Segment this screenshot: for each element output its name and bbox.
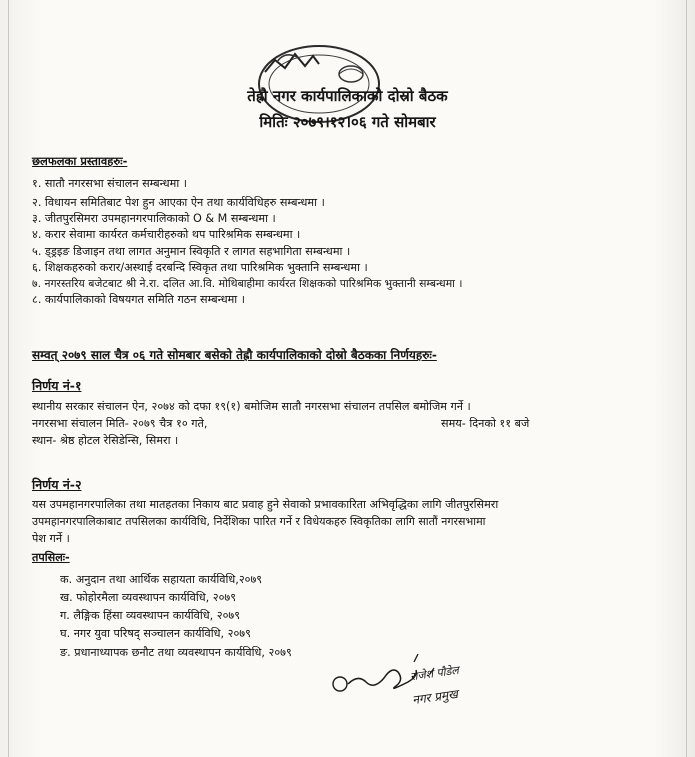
decision-2-line: पेश गर्ने । — [32, 532, 70, 545]
decision-1-title: निर्णय नं-१ — [32, 378, 82, 393]
agenda-item: २. विधायन समितिबाट पेश हुन आएका ऐन तथा कार्यविधिहरु सम्बन्धमा । — [32, 196, 325, 209]
agenda-item: ७. नगरस्तरिय बजेटबाट श्री ने.रा. दलित आ.वि. मोथिबाहीमा कार्यरत शिक्षकको पारिश्रमिक भुक्तानी सम्बन्धमा । — [32, 277, 463, 290]
agenda-item: ४. करार सेवामा कार्यरत कर्मचारीहरुको थप पारिश्रमिक सम्बन्धमा । — [32, 228, 301, 241]
agenda-item: ३. जीतपुरसिमरा उपमहानगरपालिकाको O & M सम्बन्धमा । — [32, 212, 276, 225]
tapasil-item: ख. फोहोरमैला व्यवस्थापन कार्यविधि, २०७९ — [60, 591, 237, 604]
agenda-item: ६. शिक्षकहरुको करार/अस्थाई दरबन्दि स्विकृत तथा पारिश्रमिक भुक्तानि सम्बन्धमा । — [32, 261, 368, 274]
decisions-heading: सम्वत् २०७९ साल चैत्र ०६ गते सोमबार बसेको तेह्रौ कार्यपालिकाको दोस्रो बैठकका निर्णयहरुः- — [32, 348, 437, 362]
decision-1-line: नगरसभा संचालन मिति- २०७९ चैत्र १० गते, — [32, 417, 208, 430]
meeting-date: मितिः २०७९।१२।०६ गते सोमबार — [259, 113, 436, 131]
agenda-item: ८. कार्यपालिकाको विषयगत समिति गठन सम्बन्धमा । — [32, 293, 245, 306]
tapasil-item: घ. नगर युवा परिषद् सञ्चालन कार्यविधि, २०७९ — [60, 627, 251, 640]
agenda-item: १. सातौ नगरसभा संचालन सम्बन्धमा । — [32, 177, 188, 190]
tapasil-item: ङ. प्रधानाध्यापक छनौट तथा व्यवस्थापन कार्यविधि, २०७९ — [60, 646, 292, 659]
tapasil-item: क. अनुदान तथा आर्थिक सहायता कार्यविधि,२०७९ — [60, 573, 263, 586]
tapasil-item: ग. लैङ्गिक हिंसा व्यवस्थापन कार्यविधि, २०७९ — [60, 609, 241, 622]
agenda-heading: छलफलका प्रस्तावहरुः- — [32, 154, 128, 168]
decision-2-title: निर्णय नं-२ — [32, 477, 82, 492]
signatory-name: राजेश पौडेल — [409, 663, 460, 684]
decision-1-line: स्थानीय सरकार संचालन ऐन, २०७४ को दफा १९(१) बमोजिम सातौ नगरसभा संचालन तपसिल बमोजिम गर्ने । — [32, 400, 471, 413]
signatory-title: नगर प्रमुख — [411, 686, 459, 708]
meeting-title: तेह्रौ नगर कार्यपालिकाको दोस्रो बैठक — [247, 87, 448, 105]
tapasil-heading: तपसिलः- — [32, 551, 70, 564]
decision-2-line: उपमहानगरपालिकाबाट तपसिलका कार्यविधि, निर्देशिका पारित गर्ने र विधेयकहरु स्विकृतिका लागि सातौं नगरसभामा — [32, 515, 486, 528]
decision-1-line: स्थान- श्रेष्ठ होटल रेसिडेन्सि, सिमरा । — [32, 434, 179, 447]
agenda-item: ५. ड्ड्रइङ डिजाइन तथा लागत अनुमान स्विकृति र लागत सहभागिता सम्बन्धमा । — [32, 245, 351, 258]
decision-2-line: यस उपमहानगरपालिका तथा मातहतका निकाय बाट प्रवाह हुने सेवाको प्रभावकारिता अभिवृद्धिका लागि जीतपुरसिमरा — [32, 498, 499, 511]
decision-1-time: समय- दिनको ११ बजे — [441, 417, 530, 430]
